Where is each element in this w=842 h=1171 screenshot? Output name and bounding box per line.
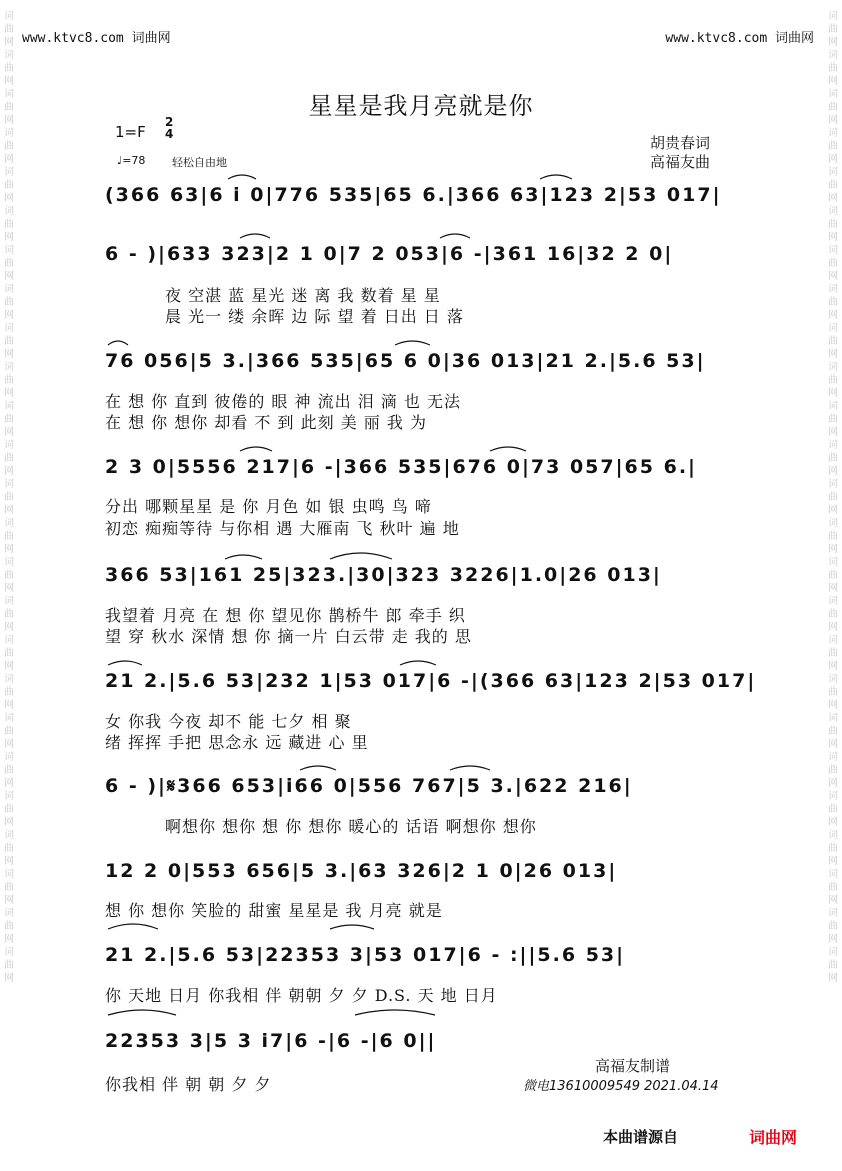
contact-credit: 微电13610009549 2021.04.14	[523, 1079, 719, 1094]
key-signature: 1=F	[115, 123, 146, 141]
score-row-10-lyric-1: 你我相 伴 朝 朝 夕 夕	[105, 1075, 272, 1094]
time-top: 2	[165, 115, 174, 129]
time-bottom: 4	[165, 127, 174, 141]
tempo-mark: ♩=78	[117, 154, 146, 167]
maker-credit: 高福友制谱	[595, 1057, 671, 1075]
score-row-8-lyric-1: 想 你 想你 笑脸的 甜蜜 星星是 我 月亮 就是	[105, 901, 443, 920]
score-row-8-notes: 12 2 0|553 656|5 3.|63 326|2 1 0|26 013|	[105, 860, 618, 882]
score-row-6-lyric-2: 绪 挥挥 手把 思念永 远 藏进 心 里	[105, 733, 369, 752]
source-brand[interactable]: 词曲网	[749, 1128, 798, 1147]
song-title: 星星是我月亮就是你	[308, 92, 534, 120]
slur-arc	[300, 766, 336, 770]
slur-arc	[240, 234, 270, 238]
score-row-9-notes: 21 2.|5.6 53|22353 3|53 017|6 - :||5.6 53|	[105, 944, 626, 966]
site-header-right: www.ktvc8.com 词曲网	[665, 31, 814, 46]
watermark-right: 词曲网词曲网词曲网词曲网词曲网词曲网词曲网词曲网词曲网词曲网词曲网词曲网词曲网词曲网词曲网词曲网词曲网词曲网词曲网词曲网词曲网词曲网词曲网词曲网词曲网	[828, 11, 838, 984]
slur-arc	[540, 175, 572, 179]
score-row-4-lyric-2: 初恋 痴痴等待 与你相 遇 大雁南 飞 秋叶 遍 地	[105, 519, 460, 538]
score-row-2-notes: 6 - )|633 323|2 1 0|7 2 053|6 -|361 16|32 2 0|	[105, 243, 674, 265]
slur-arc	[108, 661, 142, 665]
slur-arc	[228, 175, 256, 179]
slur-arc	[450, 766, 490, 770]
score-row-7-notes: 6 - )|𝄋366 653|i66 0|556 767|5 3.|622 216|	[105, 775, 633, 797]
score-row-2-lyric-1: 夜 空湛 蓝 星光 迷 离 我 数着 星 星	[165, 286, 441, 305]
slur-arc	[395, 341, 430, 345]
score-row-5-notes: 366 53|161 25|323.|30|323 3226|1.0|26 013|	[105, 564, 662, 586]
score-row-6-notes: 21 2.|5.6 53|232 1|53 017|6 -|(366 63|123 2|53 017|	[105, 670, 757, 692]
slur-arc	[330, 925, 374, 929]
slur-arc	[108, 924, 158, 929]
slur-arc	[330, 553, 392, 559]
score-row-7-lyric-1: 啊想你 想你 想 你 想你 暖心的 话语 啊想你 想你	[165, 817, 537, 836]
slur-arc	[355, 1010, 435, 1015]
style-mark: 轻松自由地	[172, 156, 227, 169]
slur-arc	[108, 341, 128, 345]
slur-arc	[400, 661, 436, 665]
source-label: 本曲谱源自	[603, 1128, 679, 1146]
score-row-3-notes: 76 056|5 3.|366 535|65 6 0|36 013|21 2.|5.6 53|	[105, 350, 706, 372]
score-row-10-notes: 22353 3|5 3 i7|6 -|6 -|6 0||	[105, 1030, 437, 1052]
watermark-left: 词曲网词曲网词曲网词曲网词曲网词曲网词曲网词曲网词曲网词曲网词曲网词曲网词曲网词曲网词曲网词曲网词曲网词曲网词曲网词曲网词曲网词曲网词曲网词曲网词曲网	[4, 11, 14, 984]
score-row-5-lyric-1: 我望着 月亮 在 想 你 望见你 鹊桥牛 郎 牵手 织	[105, 606, 466, 625]
score-row-3-lyric-1: 在 想 你 直到 彼倦的 眼 神 流出 泪 滴 也 无法	[105, 392, 461, 411]
score-row-4-lyric-1: 分出 哪颗星星 是 你 月色 如 银 虫鸣 鸟 啼	[105, 497, 432, 516]
slur-arc	[108, 1010, 176, 1015]
slur-arc	[225, 555, 262, 559]
score-row-3-lyric-2: 在 想 你 想你 却看 不 到 此刻 美 丽 我 为	[105, 413, 427, 432]
composer-credit: 高福友曲	[650, 153, 711, 171]
site-header-left: www.ktvc8.com 词曲网	[22, 31, 171, 46]
score-row-4-notes: 2 3 0|5556 217|6 -|366 535|676 0|73 057|65 6.|	[105, 456, 697, 478]
slur-arc	[240, 447, 272, 451]
lyricist-credit: 胡贵春词	[650, 134, 711, 152]
score-row-1-notes: (366 63|6 i 0|776 535|65 6.|366 63|123 2|53 017|	[105, 184, 722, 206]
slur-arc	[440, 234, 470, 238]
score-row-9-lyric-1: 你 天地 日月 你我相 伴 朝朝 夕 夕 D.S. 天 地 日月	[105, 986, 498, 1005]
score-row-6-lyric-1: 女 你我 今夜 却不 能 七夕 相 聚	[105, 712, 352, 731]
score-row-5-lyric-2: 望 穿 秋水 深情 想 你 摘一片 白云带 走 我的 思	[105, 627, 472, 646]
slur-arc	[490, 447, 526, 451]
score-row-2-lyric-2: 晨 光一 缕 余晖 边 际 望 着 日出 日 落	[165, 307, 464, 326]
